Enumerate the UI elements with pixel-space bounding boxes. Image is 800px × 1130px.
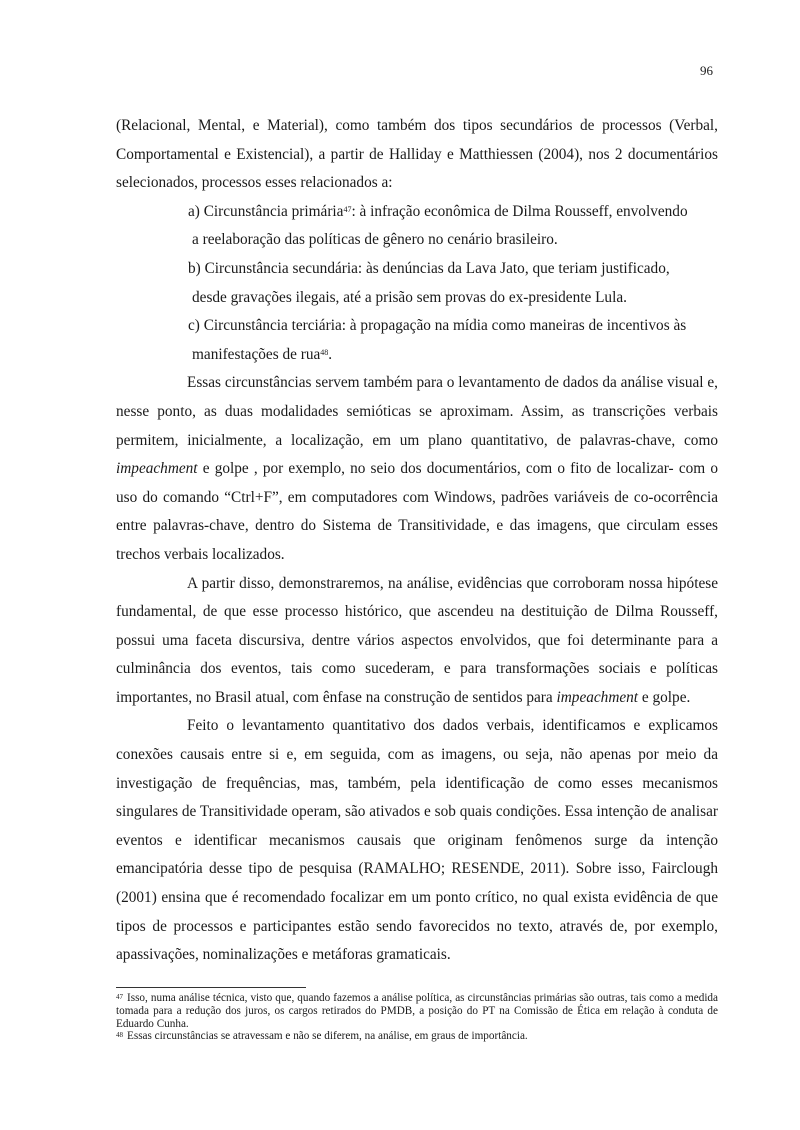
paragraph-circumstances: Essas circunstâncias servem também para o levantamento de dados da análise visual e, nesse ponto, as duas modalidades semióticas se aproximam. Assim, as transcrições verbais permitem, inicialmente, a localização, em um plano quantitativo, de palavras-chave, como impeachment e golpe , por exemplo, no seio dos documentários, com o fito de localizar- com o uso do comando “Ctrl+F”, em computadores com Windows, padrões variáveis de co-ocorrência entre palavras-chave, dentro do Sistema de Transitividade, e das imagens, que circulam esses trechos verbais localizados. — [116, 374, 718, 563]
list-item-continuation: manifestações de rua$^{48}$. — [192, 345, 333, 363]
footnote-number: 48 — [116, 1031, 123, 1040]
list-item-label: b) Circunstância secundária: às denúncias da Lava Jato, que teriam justificado, — [188, 259, 670, 277]
list-item-b — [116, 255, 718, 312]
footnotes — [116, 992, 718, 1043]
list-item-c — [116, 312, 718, 369]
list-item-continuation: desde gravações ilegais, até a prisão sem provas do ex-presidente Lula. — [192, 288, 627, 306]
list-item-text: : à infração econômica de Dilma Rousseff, envolvendo — [351, 202, 688, 220]
footnote-47: $^{47}$ Isso, numa análise técnica, visto que, quando fazemos a análise política, as circunstâncias primárias são outras, tais como a medida tomada para a redução dos juros, os cargos retirados do PMDB, a posição do PT na Comissão de Ética em relação à conduta de Eduardo Cunha. — [116, 992, 718, 1030]
footnote-ref-48[interactable]: 48 — [320, 347, 329, 357]
footnote-number: 47 — [116, 993, 123, 1001]
list-item-a — [116, 198, 718, 255]
body-text — [116, 112, 718, 970]
intro-paragraph: (Relacional, Mental, e Material), como também dos tipos secundários de processos (Verbal, Comportamental e Existencial), a partir de Halliday e Matthiessen (2004), nos 2 documentários selecionados, processos esses relacionados a: — [116, 117, 718, 192]
footnote-divider — [116, 987, 306, 988]
footnote-48: $^{48}$ Essas circunstâncias se atravessam e não se diferem, na análise, em graus de importância. — [116, 1030, 528, 1043]
list-item-continuation: a reelaboração das políticas de gênero no cenário brasileiro. — [192, 231, 558, 249]
paragraph-hypothesis: A partir disso, demonstraremos, na análise, evidências que corroboram nossa hipótese fundamental, de que esse processo histórico, que ascendeu na destituição de Dilma Rousseff, possui uma faceta discursiva, dentre vários aspectos envolvidos, que foi determinante para a culminância dos eventos, tais como sucederam, e para transformações sociais e políticas importantes, no Brasil atual, com ênfase na construção de sentidos para impeachment e golpe. — [116, 574, 718, 706]
list-item-label: c) Circunstância terciária: à propagação na mídia como maneiras de incentivos às — [188, 317, 687, 335]
page-number: 96 — [700, 63, 713, 78]
list-item-label: a) Circunstância primária — [188, 202, 344, 220]
paragraph-causal-connections: Feito o levantamento quantitativo dos dados verbais, identificamos e explicamos conexões causais entre si e, em seguida, com as imagens, ou seja, não apenas por meio da investigação de frequências, mas, também, pela identificação de como esses mecanismos singulares de Transitividade operam, são ativados e sob quais condições. Essa intenção de analisar eventos e identificar mecanismos causais que originam fenômenos surge da intenção emancipatória desse tipo de pesquisa (RAMALHO; RESENDE, 2011). Sobre isso, Fairclough (2001) ensina que é recomendado focalizar em um ponto crítico, no qual exista evidência de que tipos de processos e participantes estão sendo favorecidos no texto, através de, por exemplo, apassivações, nominalizações e metáforas gramaticais. — [116, 717, 718, 964]
footnote-ref-47[interactable]: 47 — [343, 204, 352, 214]
